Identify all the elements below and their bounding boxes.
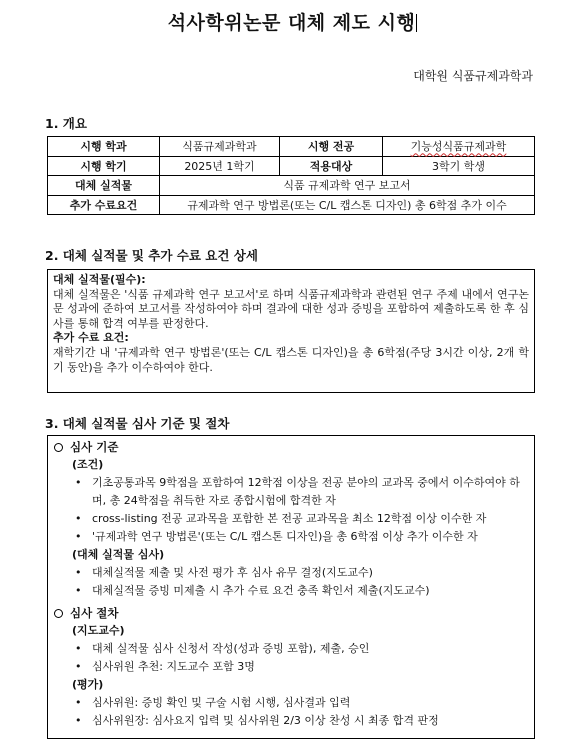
extra-requirement-heading: 추가 수료 요건: — [53, 331, 129, 345]
bullet-icon: • — [75, 512, 82, 525]
table-row — [48, 176, 535, 196]
table-cell-value: 3학기 학생 — [383, 156, 535, 176]
table-cell-value: 2025년 1학기 — [160, 156, 280, 176]
table-cell-value: 기능성식품규제과학 — [383, 137, 535, 157]
section-3-heading: 3. 대체 실적물 심사 기준 및 절차 — [45, 416, 230, 431]
procedure-heading: 심사 절차 — [54, 604, 528, 622]
table-row — [48, 156, 535, 176]
list-item: • 기초공통과목 9학점을 포함하여 12학점 이상을 전공 분야의 교과목 중에서 이수하여야 하며, 총 24학점을 취득한 자로 종합시험에 합격한 자 — [75, 476, 520, 507]
list-item: • 대체실적물 증빙 미제출 시 추가 수료 요건 충족 확인서 제출(지도교수) — [54, 582, 528, 600]
section-2-heading: 2. 대체 실적물 및 추가 수료 요건 상세 — [45, 248, 258, 263]
requirements-box — [47, 269, 535, 393]
bullet-icon: • — [75, 714, 82, 727]
advisor-label: (지도교수) — [72, 624, 125, 637]
extra-requirement-paragraph: 재학기간 내 '규제과학 연구 방법론'(또는 C/L 캡스톤 디자인)을 총 6학점(주당 3시간 이상, 2개 학기 동안)을 추가 이수하여야 한다. — [53, 345, 529, 374]
substitute-paragraph: 대체 실적물은 '식품 규제과학 연구 보고서'로 하며 식품규제과학과 관련된 연구 주제 내에서 연구논문 성과에 준하여 보고서를 작성하여야 하며 결과에 대한 성과 증빙을 포함하여 제출하도록 한 후 심사를 통해 합격 여부를 판정한다. — [53, 287, 529, 330]
list-item: • 심사위원: 증빙 확인 및 구술 시험 시행, 심사결과 입력 — [54, 694, 528, 712]
bullet-icon: • — [75, 642, 82, 655]
bullet-icon: • — [75, 584, 82, 597]
section-1-heading: 1. 개요 — [45, 116, 87, 131]
list-item: • 심사위원장: 심사요지 입력 및 심사위원 2/3 이상 찬성 시 최종 합격 판정 — [54, 712, 528, 730]
list-item: • '규제과학 연구 방법론'(또는 C/L 캡스톤 디자인)을 총 6학점 이상 추가 이수한 자 — [54, 528, 528, 546]
list-item: • 대체실적물 제출 및 사전 평가 후 심사 유무 결정(지도교수) — [54, 564, 528, 582]
list-item: • 대체 실적물 심사 신청서 작성(성과 증빙 포함), 제출, 승인 — [54, 640, 528, 658]
review-label: (대체 실적물 심사) — [72, 548, 165, 561]
table-cell-label: 시행 학과 — [48, 137, 160, 157]
conditions-label: (조건) — [72, 458, 104, 471]
circle-bullet-icon — [54, 443, 63, 452]
bullet-icon: • — [75, 660, 82, 673]
overview-table — [47, 136, 535, 215]
table-cell-value: 규제과학 연구 방법론(또는 C/L 캡스톤 디자인) 총 6학점 추가 이수 — [160, 195, 535, 215]
department-name: 대학원 식품규제과학과 — [413, 69, 533, 83]
circle-bullet-icon — [54, 609, 63, 618]
substitute-heading: 대체 실적물(필수): — [53, 273, 146, 286]
document-title: 석사학위논문 대체 제도 시행 — [167, 12, 416, 34]
table-cell-label: 적용대상 — [280, 156, 383, 176]
evaluation-label: (평가) — [72, 678, 104, 691]
table-row — [48, 195, 535, 215]
text-cursor — [416, 14, 417, 32]
table-row — [48, 137, 535, 157]
bullet-icon: • — [75, 476, 82, 489]
bullet-icon: • — [75, 696, 82, 709]
table-cell-label: 추가 수료요건 — [48, 195, 160, 215]
criteria-heading: 심사 기준 — [54, 438, 528, 456]
bullet-icon: • — [75, 566, 82, 579]
list-item: • 심사위원 추천: 지도교수 포함 3명 — [54, 658, 528, 676]
table-cell-label: 시행 전공 — [280, 137, 383, 157]
table-cell-label: 대체 실적물 — [48, 176, 160, 196]
table-cell-value: 식품 규제과학 연구 보고서 — [160, 176, 535, 196]
table-cell-label: 시행 학기 — [48, 156, 160, 176]
table-cell-value: 식품규제과학과 — [160, 137, 280, 157]
list-item: • cross-listing 전공 교과목을 포함한 본 전공 교과목을 최소 12학점 이상 이수한 자 — [54, 510, 528, 528]
bullet-icon: • — [75, 530, 82, 543]
criteria-box — [47, 435, 535, 739]
